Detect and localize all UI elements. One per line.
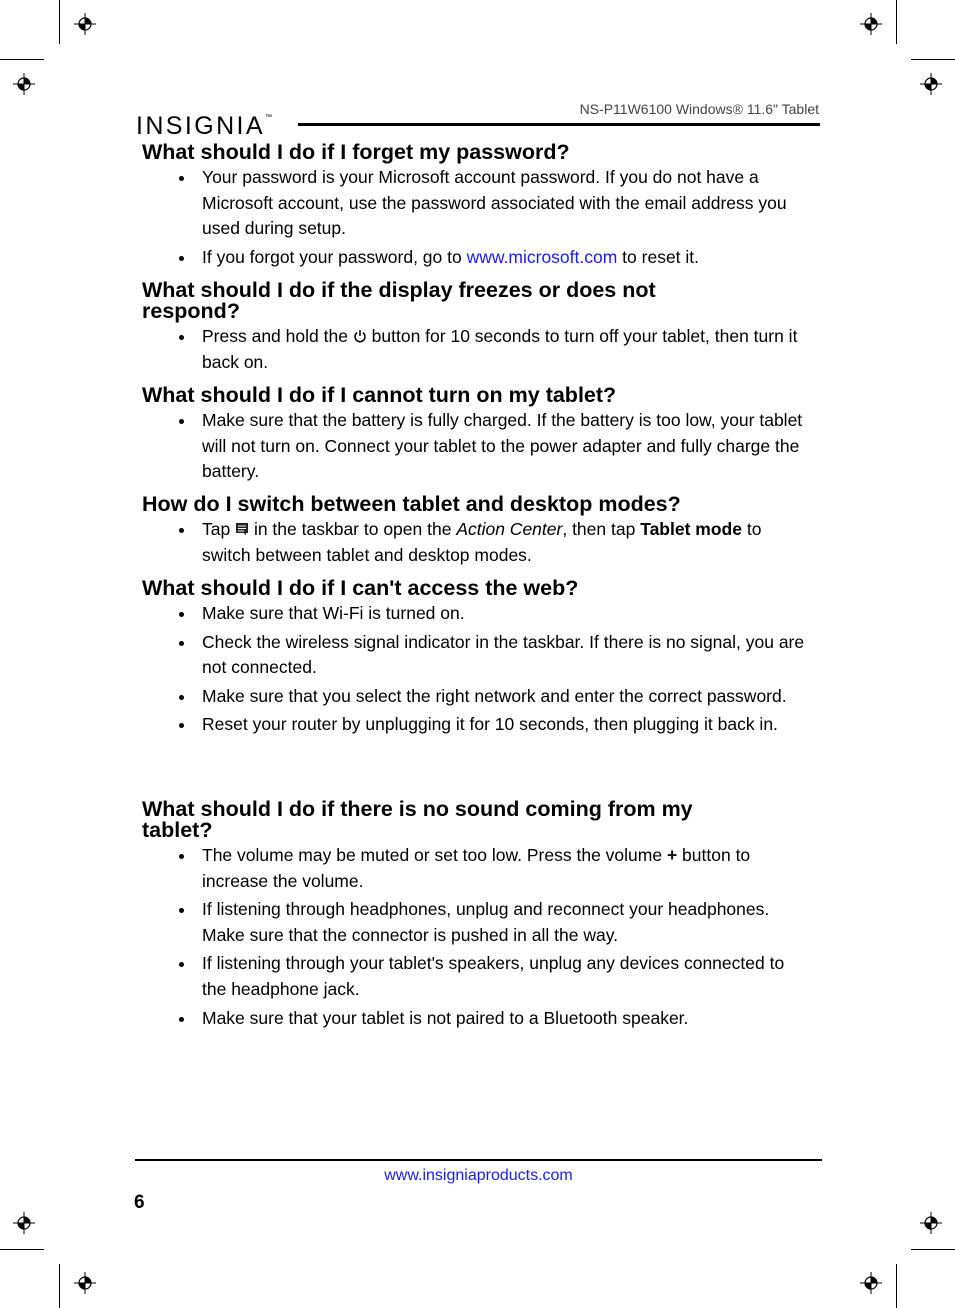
text-fragment: to reset it. xyxy=(617,246,700,267)
model-line: NS-P11W6100 Windows® 11.6" Tablet xyxy=(579,101,819,117)
question-heading: What should I do if the display freezes or does not respond? xyxy=(142,278,656,323)
action-center-icon xyxy=(235,522,249,536)
list-item: If listening through your tablet's speakers, unplug any devices connected to the headphone jack. xyxy=(179,951,809,1002)
trademark-mark: ™ xyxy=(264,114,272,121)
text-fragment: button to increase the volume. xyxy=(202,845,751,891)
volume-plus-label: + xyxy=(666,845,678,865)
question-heading: How do I switch between tablet and desktop modes? xyxy=(142,492,681,516)
list-item: Reset your router by unplugging it for 10 seconds, then plugging it back in. xyxy=(179,712,809,738)
power-icon xyxy=(353,329,367,343)
registration-mark-icon xyxy=(13,73,35,95)
crop-mark xyxy=(59,0,60,44)
crop-mark xyxy=(911,1249,955,1250)
text-fragment: button for 10 seconds to turn off your tablet, then turn it back on. xyxy=(202,326,798,372)
answer-list xyxy=(179,843,809,1034)
registration-mark-icon xyxy=(920,1212,942,1234)
list-item xyxy=(179,517,809,568)
registration-mark-icon xyxy=(860,13,882,35)
list-item: Make sure that the battery is fully charged. If the battery is too low, your tablet will not turn on. Connect your tablet to the power adapter and fully charge the battery. xyxy=(179,408,809,485)
text-fragment: If you forgot your password, go to xyxy=(202,246,467,267)
list-item: Your password is your Microsoft account password. If you do not have a Microsoft account, use the password associated with the email address you used during setup. xyxy=(179,165,809,242)
registration-mark-icon xyxy=(74,13,96,35)
text-fragment: Tap xyxy=(202,519,236,539)
header-rule xyxy=(298,123,820,126)
list-item: If listening through headphones, unplug and reconnect your headphones. Make sure that the connector is pushed in all the way. xyxy=(179,897,809,948)
footer-url-link[interactable]: www.insigniaproducts.com xyxy=(384,1167,573,1184)
question-heading: What should I do if there is no sound coming from my tablet? xyxy=(142,797,693,842)
crop-mark xyxy=(0,59,44,60)
registration-mark-icon xyxy=(13,1212,35,1234)
answer-list xyxy=(179,517,809,571)
crop-mark xyxy=(0,1249,44,1250)
action-center-term: Action Center xyxy=(456,519,563,539)
answer-list xyxy=(179,601,809,741)
answer-list xyxy=(179,408,809,488)
brand-logo xyxy=(136,112,272,141)
answer-list xyxy=(179,165,809,273)
crop-mark xyxy=(896,1264,897,1308)
text-fragment: in the taskbar to open the xyxy=(249,519,457,539)
registration-mark-icon xyxy=(74,1272,96,1294)
registration-mark-icon xyxy=(920,73,942,95)
logo-text: INSIGNIA xyxy=(136,112,265,140)
list-item: Make sure that Wi-Fi is turned on. xyxy=(179,601,809,627)
registration-mark-icon xyxy=(860,1272,882,1294)
list-item xyxy=(179,245,809,271)
question-heading: What should I do if I cannot turn on my tablet? xyxy=(142,383,617,407)
text-fragment: The volume may be muted or set too low. Press the volume xyxy=(202,845,667,865)
crop-mark xyxy=(911,59,955,60)
text-fragment: Press and hold the xyxy=(202,326,353,346)
text-fragment: to switch between tablet and desktop modes. xyxy=(202,519,762,565)
list-item: Make sure that your tablet is not paired to a Bluetooth speaker. xyxy=(179,1006,809,1032)
answer-list xyxy=(179,324,809,378)
crop-mark xyxy=(59,1264,60,1308)
list-item: Make sure that you select the right network and enter the correct password. xyxy=(179,684,809,710)
page-number: 6 xyxy=(134,1192,145,1213)
text-fragment: , then tap xyxy=(562,519,641,539)
crop-mark xyxy=(896,0,897,44)
list-item xyxy=(179,324,809,375)
list-item: Check the wireless signal indicator in the taskbar. If there is no signal, you are not connected. xyxy=(179,630,809,681)
microsoft-link[interactable]: www.microsoft.com xyxy=(466,246,618,267)
question-heading: What should I do if I forget my password? xyxy=(142,140,570,164)
list-item xyxy=(179,843,809,894)
footer-rule xyxy=(135,1159,822,1161)
question-heading: What should I do if I can't access the web? xyxy=(142,576,579,600)
tablet-mode-term: Tablet mode xyxy=(640,519,742,539)
